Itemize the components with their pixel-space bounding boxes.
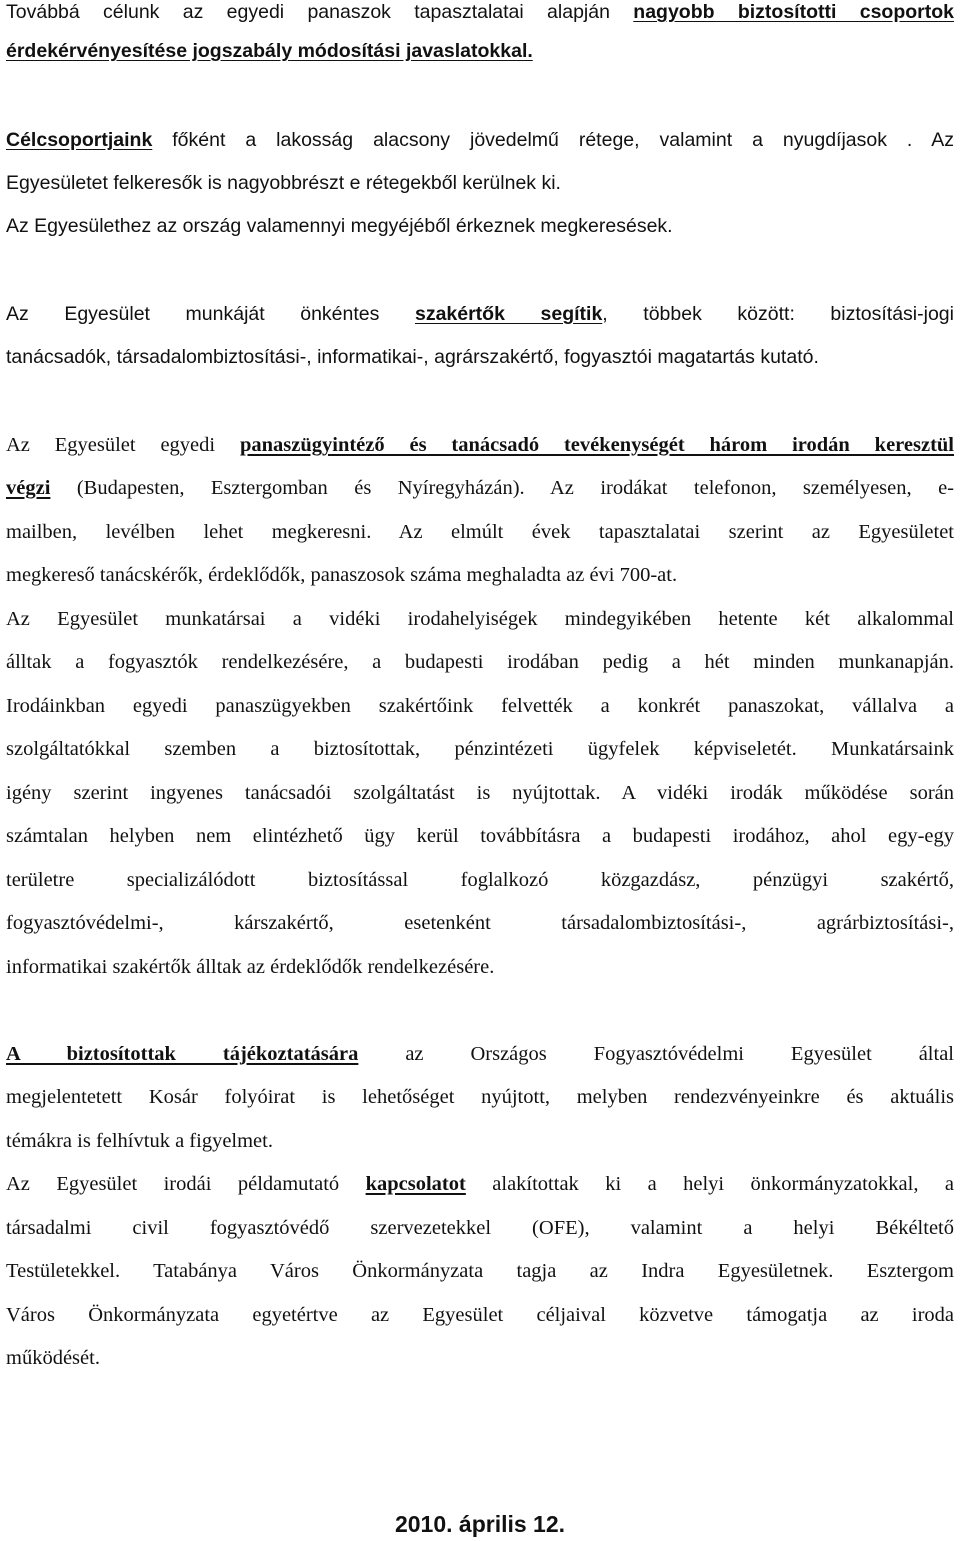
paragraph-4-line-8: szolgáltatókkal szemben a biztosítottak, pénzintézeti ügyfelek képviseletét. Munkatársaink (6, 738, 954, 760)
text-span: (Budapesten, Esztergomban és Nyíregyházán). Az irodákat telefonon, személyesen, e- (50, 477, 954, 499)
paragraph-4-line-5: Az Egyesület munkatársai a vidéki irodahelyiségek mindegyikében hetente két alkalommal (6, 608, 954, 630)
text-span: főként a lakosság alacsony jövedelmű rétege, valamint a nyugdíjasok . Az (152, 129, 954, 151)
text-span: alakítottak ki a helyi önkormányzatokkal, a (465, 1173, 955, 1195)
emphasis-span: nagyobb biztosítotti csoportok (633, 1, 954, 23)
paragraph-5-line-7: Város Önkormányzata egyetértve az Egyesület céljaival közvetve támogatja az iroda (6, 1304, 954, 1326)
paragraph-4-line-9: igény szerint ingyenes tanácsadói szolgáltatást is nyújtottak. A vidéki irodák működése során (6, 782, 954, 804)
paragraph-4-line-11: területre specializálódott biztosítással foglalkozó közgazdász, pénzügyi szakértő, (6, 869, 954, 891)
paragraph-5-line-6: Testületekkel. Tatabánya Város Önkormányzata tagja az Indra Egyesületnek. Esztergom (6, 1260, 954, 1282)
text-span: , többek között: biztosítási-jogi (602, 303, 954, 325)
paragraph-4-line-10: számtalan helyben nem elintézhető ügy kerül továbbításra a budapesti irodához, ahol egy-egy (6, 825, 954, 847)
paragraph-4-line-2 (6, 474, 954, 504)
emphasis-span: szakértők segítik (414, 303, 603, 325)
emphasis-span: érdekérvényesítése jogszabály módosítási javaslatokkal. (6, 40, 533, 62)
paragraph-5-line-5: társadalmi civil fogyasztóvédő szervezetekkel (OFE), valamint a helyi Békéltető (6, 1217, 954, 1239)
paragraph-3-line-2: tanácsadók, társadalombiztosítási-, informatikai-, agrárszakértő, fogyasztói magatartás kutató. (6, 346, 819, 368)
paragraph-4-line-12: fogyasztóvédelmi-, kárszakértő, esetenként társadalombiztosítási-, agrárbiztosítási-, (6, 912, 954, 934)
paragraph-4-line-3: mailben, levélben lehet megkeresni. Az elmúlt évek tapasztalatai szerint az Egyesületet (6, 521, 954, 543)
paragraph-4-line-7: Irodáinkban egyedi panaszügyekben szakértőink felvették a konkrét panaszokat, vállalva a (6, 695, 954, 717)
emphasis-span: végzi (6, 477, 51, 499)
paragraph-5-line-3: témákra is felhívtuk a figyelmet. (6, 1130, 273, 1152)
paragraph-4-line-1 (6, 431, 954, 461)
footer-date: 2010. április 12. (394, 1511, 566, 1537)
paragraph-2-line-1 (6, 126, 954, 156)
paragraph-1-line-1 (6, 0, 954, 28)
paragraph-3-line-1 (6, 300, 954, 330)
text-span: Az Egyesület irodái példamutató (6, 1173, 366, 1195)
paragraph-5-line-1 (6, 1040, 954, 1070)
paragraph-4-line-6: álltak a fogyasztók rendelkezésére, a budapesti irodában pedig a hét minden munkanapján. (6, 651, 954, 673)
text-span: Az Egyesület egyedi (6, 434, 240, 456)
paragraph-4-line-13: informatikai szakértők álltak az érdeklődők rendelkezésére. (6, 956, 495, 978)
emphasis-span: A biztosítottak tájékoztatására (6, 1043, 359, 1065)
paragraph-5-line-2: megjelentetett Kosár folyóirat is lehetőséget nyújtott, melyben rendezvényeinkre és aktuális (6, 1086, 954, 1108)
text-span: Az Egyesület munkáját önkéntes (6, 303, 415, 325)
paragraph-1-line-2 (6, 37, 954, 67)
emphasis-span: Célcsoportjaink (6, 129, 153, 151)
emphasis-span: kapcsolatot (365, 1173, 466, 1195)
paragraph-4-line-4: megkereső tanácskérők, érdeklődők, panaszosok száma meghaladta az évi 700-at. (6, 564, 678, 586)
text-span: Továbbá célunk az egyedi panaszok tapasztalatai alapján (6, 1, 634, 23)
emphasis-span: panaszügyintéző és tanácsadó tevékenységét három irodán keresztül (239, 434, 954, 456)
paragraph-2-line-3: Az Egyesülethez az ország valamennyi megyéjéből érkeznek megkeresések. (6, 215, 673, 237)
paragraph-2-line-2: Egyesületet felkeresők is nagyobbrészt e rétegekből kerülnek ki. (6, 172, 561, 194)
paragraph-5-line-8: működését. (6, 1347, 100, 1369)
text-span: az Országos Fogyasztóvédelmi Egyesület által (358, 1043, 954, 1065)
paragraph-5-line-4 (6, 1170, 954, 1200)
